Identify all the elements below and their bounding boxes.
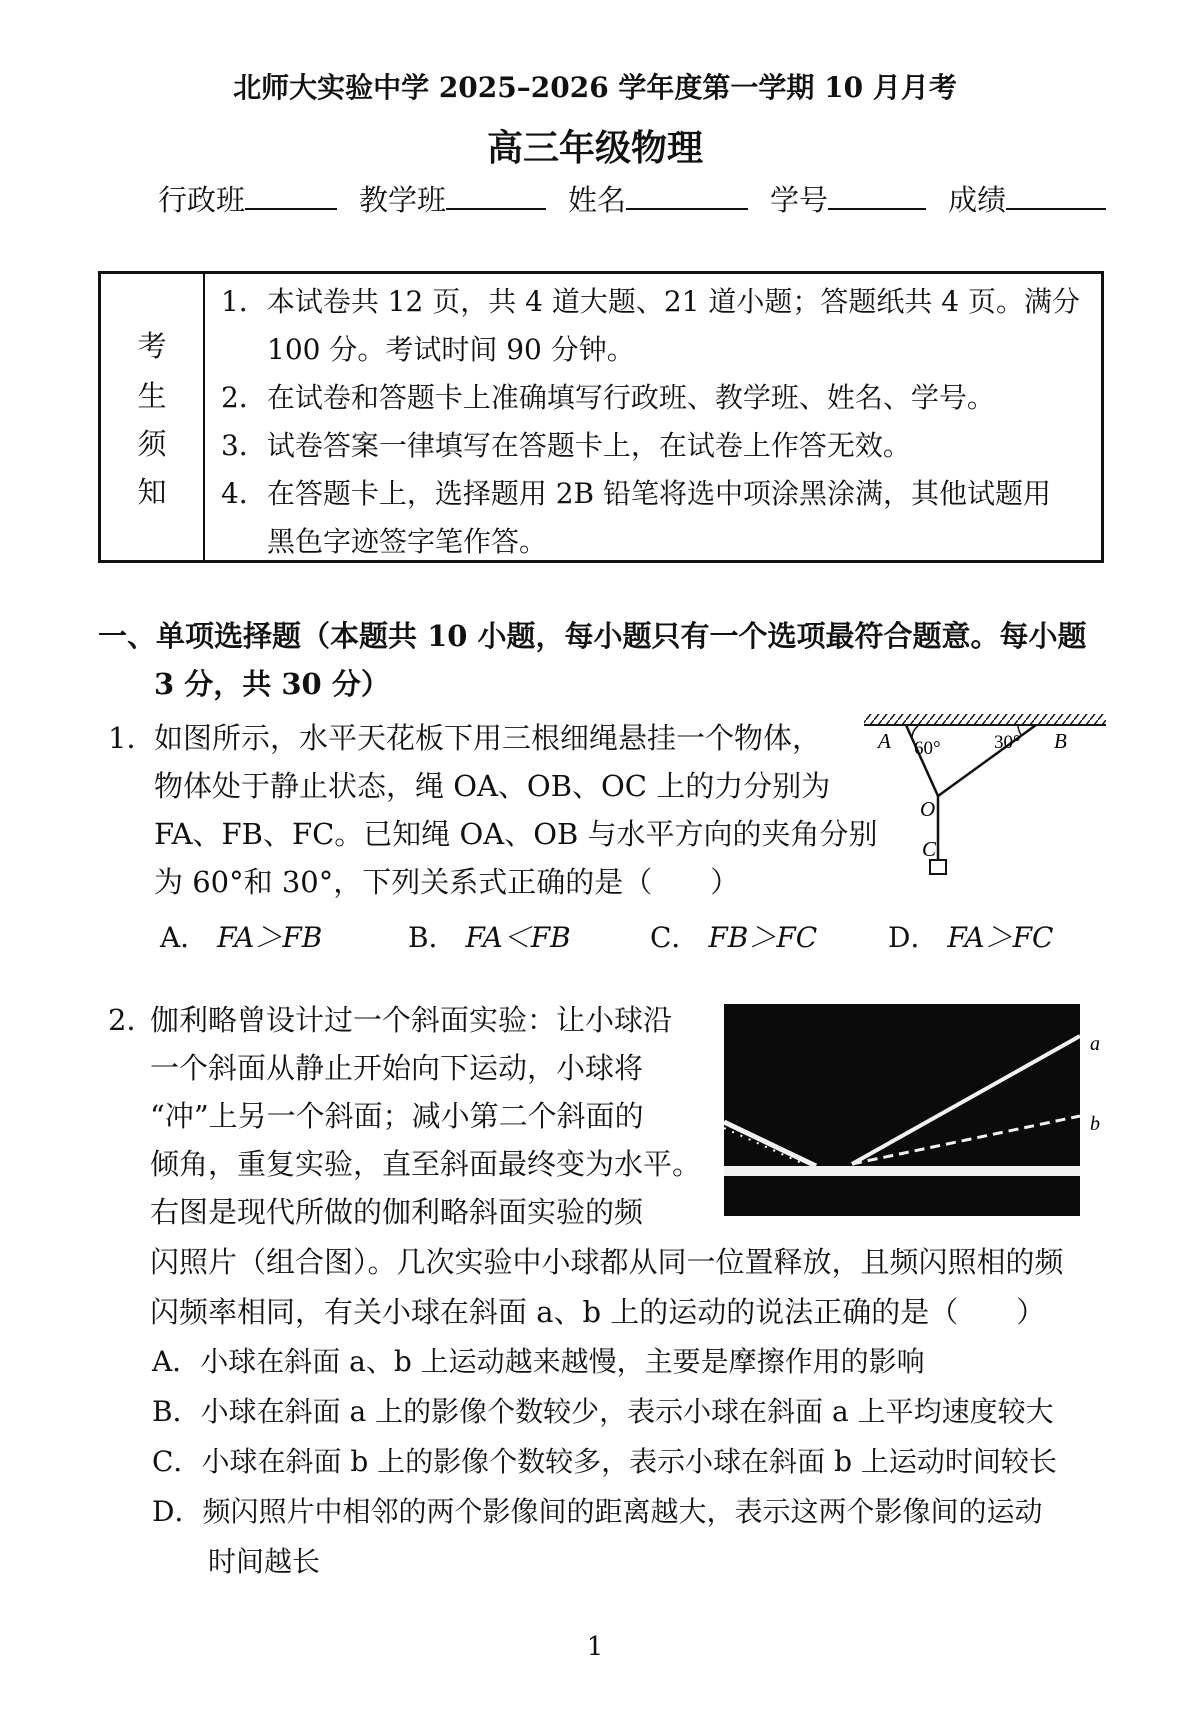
field-blank-score xyxy=(1006,182,1106,210)
option-letter: D． xyxy=(152,1495,203,1528)
label-incline-b: b xyxy=(1090,1113,1100,1135)
q2-strobe-photo xyxy=(724,1004,1110,1220)
q1-number: 1． xyxy=(108,721,156,755)
label-angle-60: 60° xyxy=(914,738,941,759)
q2-stem-line: 右图是现代所做的伽利略斜面实验的频 xyxy=(150,1195,644,1229)
label-point-o: O xyxy=(920,797,936,821)
label-angle-30: 30° xyxy=(994,732,1021,753)
q2-option-d-cont: 时间越长 xyxy=(208,1545,321,1578)
option-text: FB＞FC xyxy=(708,921,818,954)
q2-option-b xyxy=(152,1390,1054,1430)
field-label-name: 姓名 xyxy=(568,183,627,217)
field-blank-name xyxy=(626,182,748,210)
field-label-score: 成绩 xyxy=(948,183,1007,217)
q1-option-a xyxy=(160,916,322,956)
option-letter: B． xyxy=(152,1395,201,1428)
q2-stem-line: 闪照片（组合图）。几次实验中小球都从同一位置释放，且频闪照相的频 xyxy=(150,1245,1064,1279)
option-text: 小球在斜面 a、b 上运动越来越慢，主要是摩擦作用的影响 xyxy=(200,1345,925,1378)
notice-label-char: 须 xyxy=(137,427,167,461)
notice-line: 3．试卷答案一律填写在答题卡上，在试卷上作答无效。 xyxy=(221,429,911,462)
field-blank-teaching-class xyxy=(446,182,546,210)
field-label-teaching-class: 教学班 xyxy=(359,183,447,217)
notice-line: 黑色字迹签字笔作答。 xyxy=(267,525,548,558)
q2-option-a xyxy=(152,1340,925,1380)
field-blank-student-id xyxy=(828,182,926,210)
angle-arc-60 xyxy=(912,726,918,738)
option-text: FA＞FC xyxy=(947,921,1054,954)
q2-stem-line: 闪频率相同，有关小球在斜面 a、b 上的运动的说法正确的是（ ） xyxy=(150,1295,1046,1329)
notice-line: 1．本试卷共 12 页，共 4 道大题、21 道小题；答题纸共 4 页。满分 xyxy=(221,285,1081,318)
section-heading-cont: 3 分，共 30 分） xyxy=(154,667,390,701)
q1-figure xyxy=(858,710,1118,890)
label-incline-a: a xyxy=(1090,1033,1100,1055)
student-info-row xyxy=(158,178,1106,219)
label-point-c: C xyxy=(922,837,937,861)
exam-subject: 高三年级物理 xyxy=(486,127,703,169)
option-letter: A． xyxy=(160,921,209,954)
option-text: FA＞FB xyxy=(217,921,323,954)
page-number: 1 xyxy=(586,1632,604,1662)
q2-number: 2． xyxy=(108,1003,156,1037)
rope-oa xyxy=(906,725,938,796)
q1-stem-line: FA、FB、FC。已知绳 OA、OB 与水平方向的夹角分别 xyxy=(154,817,878,851)
section-heading: 一、单项选择题（本题共 10 小题，每小题只有一个选项最符合题意。每小题 xyxy=(98,619,1087,653)
q2-option-c xyxy=(152,1440,1057,1480)
notice-label-char: 知 xyxy=(137,475,167,509)
option-text: 频闪照片中相邻的两个影像间的距离越大，表示这两个影像间的运动 xyxy=(202,1495,1043,1528)
notice-label-char: 生 xyxy=(137,379,167,413)
horizontal-track xyxy=(724,1166,1080,1176)
q2-stem-line: 一个斜面从静止开始向下运动，小球将 xyxy=(150,1051,644,1085)
q1-option-c xyxy=(650,916,817,956)
ceiling-hatching xyxy=(864,714,1106,724)
q2-stem-line: “冲”上另一个斜面；减小第二个斜面的 xyxy=(150,1099,644,1133)
option-letter: C． xyxy=(152,1445,202,1478)
label-point-b: B xyxy=(1054,729,1067,753)
field-label-student-id: 学号 xyxy=(770,183,829,217)
notice-label-char: 考 xyxy=(137,329,167,363)
option-text: 小球在斜面 b 上的影像个数较多，表示小球在斜面 b 上运动时间较长 xyxy=(201,1445,1057,1478)
photo-background xyxy=(724,1004,1080,1216)
notice-label xyxy=(101,274,205,560)
exam-notice-box xyxy=(98,271,1104,563)
option-letter: B． xyxy=(408,921,457,954)
q2-option-d xyxy=(152,1490,1042,1530)
q1-option-b xyxy=(408,916,571,956)
option-letter: C． xyxy=(650,921,700,954)
field-label-class: 行政班 xyxy=(158,183,246,217)
notice-line: 2．在试卷和答题卡上准确填写行政班、教学班、姓名、学号。 xyxy=(221,381,995,414)
option-letter: D． xyxy=(888,921,939,954)
q2-stem-line: 倾角，重复实验，直至斜面最终变为水平。 xyxy=(150,1147,702,1181)
q2-stem-line: 伽利略曾设计过一个斜面实验：让小球沿 xyxy=(150,1003,673,1037)
hanging-block xyxy=(930,860,946,874)
q1-option-d xyxy=(888,916,1053,956)
option-text: 小球在斜面 a 上的影像个数较少，表示小球在斜面 a 上平均速度较大 xyxy=(200,1395,1054,1428)
exam-title: 北师大实验中学 2025–2026 学年度第一学期 10 月月考 xyxy=(233,71,957,104)
option-letter: A． xyxy=(152,1345,201,1378)
field-blank-class xyxy=(245,182,337,210)
q1-stem-line: 如图所示，水平天花板下用三根细绳悬挂一个物体， xyxy=(154,721,822,755)
q1-stem-line: 为 60°和 30°，下列关系式正确的是（ ） xyxy=(154,865,740,899)
notice-line: 100 分。考试时间 90 分钟。 xyxy=(267,333,635,366)
label-point-a: A xyxy=(878,729,891,753)
q1-stem-line: 物体处于静止状态，绳 OA、OB、OC 上的力分别为 xyxy=(154,769,831,803)
notice-line: 4．在答题卡上，选择题用 2B 铅笔将选中项涂黑涂满，其他试题用 xyxy=(221,477,1052,510)
option-text: FA＜FB xyxy=(465,921,571,954)
